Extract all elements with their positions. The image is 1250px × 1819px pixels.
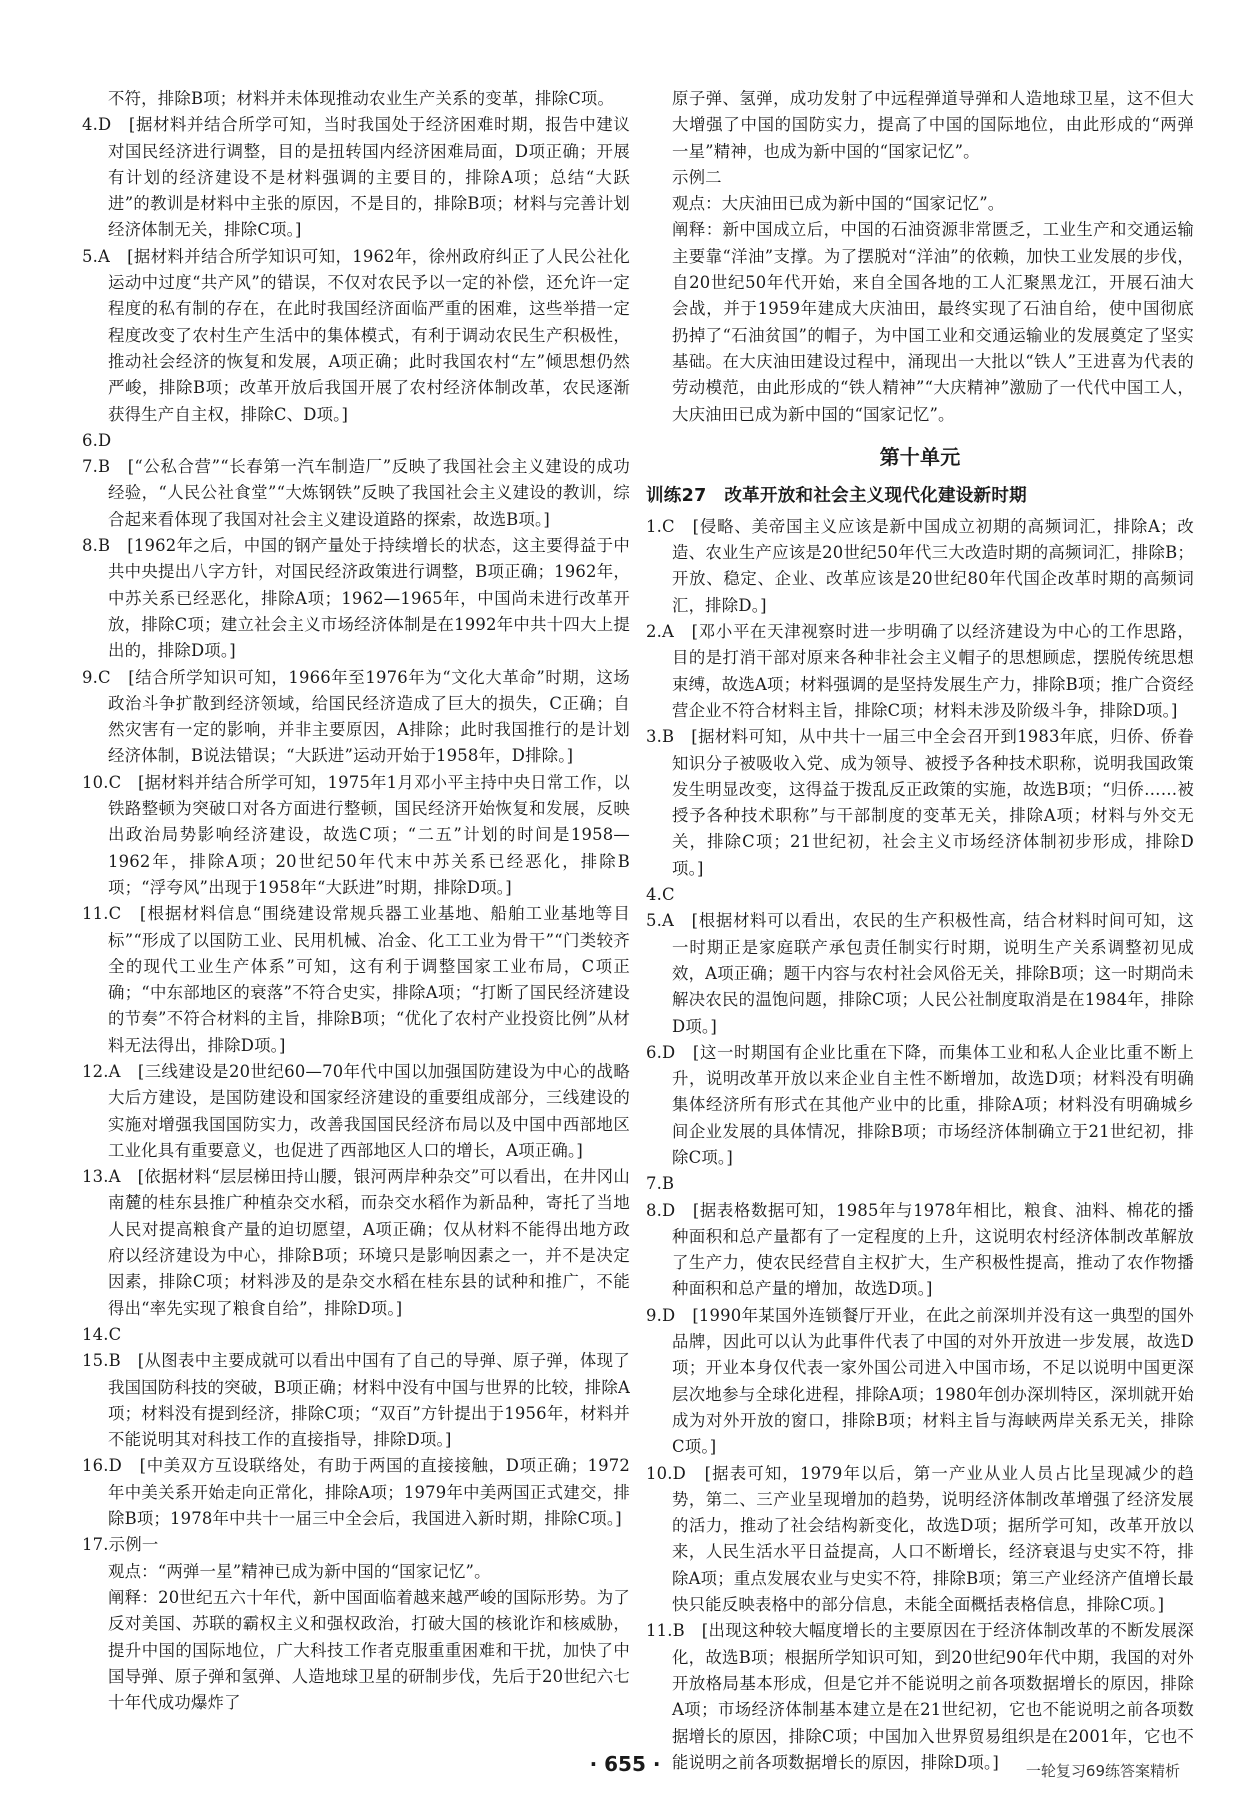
paragraph: 观点：大庆油田已成为新中国的“国家记忆”。 [672,194,1005,214]
answer-item: 7.B [“公私合营”“长春第一汽车制造厂”反映了我国社会主义建设的成功经验，“人民公社食堂”“大炼钢铁”反映了我国社会主义建设的教训，综合起来看体现了我国对社会主义建设道路的探索，故选B项。] [82,457,630,529]
answer-item: 6.D [这一时期国有企业比重在下降，而集体工业和私人企业比重不断上升，说明改革开放以来企业自主性不断增加，故选D项；材料没有明确集体经济所有形式在其他产业中的比重，排除A项；材料没有明确城乡间企业发展的具体情况，排除B项；市场经济体制确立于21世纪初，排除C项。] [646,1042,1194,1167]
answer-item: 4.D [据材料并结合所学可知，当时我国处于经济困难时期，报告中建议对国民经济进行调整，目的是扭转国内经济困难局面，D项正确；开展有计划的经济建设不是材料强调的主要目的，排除A项；总结“大跃进”的教训是材料中主张的原因，不是目的，排除B项；材料与完善计划经济体制无关，排除C项。] [82,115,630,240]
paragraph: 阐释：新中国成立后，中国的石油资源非常匮乏，工业生产和交通运输主要靠“洋油”支撑。为了摆脱对“洋油”的依赖，加快工业发展的步伐，自20世纪50年代开始，来自全国各地的工人汇聚黑龙江，开展石油大会战，并于1959年建成大庆油田，最终实现了石油自给，使中国彻底扔掉了“石油贫国”的帽子，为中国工业和交通运输业的发展奠定了坚实基础。在大庆油田建设过程中，涌现出一大批以“铁人”王进喜为代表的劳动模范，由此形成的“铁人精神”“大庆精神”激励了一代代中国工人，大庆油田已成为新中国的“国家记忆”。 [672,220,1194,424]
answer-item: 7.B [646,1174,675,1194]
section-title: 训练27 改革开放和社会主义现代化建设新时期 [646,485,1027,506]
answer-item: 11.B [出现这种较大幅度增长的主要原因在于经济体制改革的不断发展深化，故选B项；根据所学知识可知，到20世纪90年代中期，我国的对外开放格局基本形成，但是它并不能说明之前各项数据增长的原因，排除A项；市场经济体制基本建立是在21世纪初，它也不能说明之前各项数据增长的原因，排除C项；中国加入世界贸易组织是在2001年，它也不能说明之前各项数据增长的原因，排除D项。] [646,1621,1194,1772]
answer-item: 6.D [82,430,112,450]
paragraph: 示例二 [672,167,722,187]
answer-item: 12.A [三线建设是20世纪60—70年代中国以加强国防建设为中心的战略大后方建设，是国防建设和国家经济建设的重要组成部分，三线建设的实施对增强我国国防实力，改善我国国民经济布局以及中国中西部地区工业化具有重要意义，也促进了西部地区人口的增长，A项正确。] [82,1061,630,1160]
paragraph: 不符，排除B项；材料并未体现推动农业生产关系的变革，排除C项。 [108,89,615,108]
answer-item: 5.A [据材料并结合所学知识可知，1962年，徐州政府纠正了人民公社化运动中过度“共产风”的错误，不仅对农民予以一定的补偿，还允许一定程度的私有制的存在，在此时我国经济面临严重的困难，这些举措一定程度改变了农村生产生活中的集体模式，有利于调动农民生产积极性，推动社会经济的恢复和发展，A项正确；此时我国农村“左”倾思想仍然严峻，排除B项；改革开放后我国开展了农村经济体制改革，农民逐渐获得生产自主权，排除C、D项。] [82,246,630,424]
answer-item: 10.D [据表可知，1979年以后，第一产业从业人员占比呈现减少的趋势，第二、三产业呈现增加的趋势，说明经济体制改革增强了经济发展的活力，推动了社会结构新变化，故选D项；据所学可知，改革开放以来，人民生活水平日益提高，人口不断增长，经济衰退与史实不符，排除A项；重点发展农业与史实不符，排除B项；第三产业经济产值增长最快只能反映表格中的部分信息，未能全面概括表格信息，排除C项。] [646,1463,1194,1615]
answer-item: 4.C [646,885,675,905]
paragraph: 阐释：20世纪五六十年代，新中国面临着越来越严峻的国际形势。为了反对美国、苏联的霸权主义和强权政治，打破大国的核讹诈和核威胁，提升中国的国际地位，广大科技工作者克服重重困难和干扰，加快了中国导弹、原子弹和氢弹、人造地球卫星的研制步伐，先后于20世纪六七十年代成功爆炸了 [108,1587,630,1713]
right-column [646,86,1194,1776]
right-column-continuation [646,86,1194,428]
unit-title: 第十单元 [879,444,961,469]
answer-item: 5.A [根据材料可以看出，农民的生产积极性高，结合材料时间可知，这一时期正是家庭联产承包责任制实行时期，说明生产关系调整初见成效，A项正确；题干内容与农村社会风俗无关，排除B项；这一时期尚未解决农民的温饱问题，排除C项；人民公社制度取消是在1984年，排除D项。] [646,911,1194,1036]
page-number: · 655 · [589,1752,661,1776]
answer-item: 2.A [邓小平在天津视察时进一步明确了以经济建设为中心的工作思路，目的是打消干部对原来各种非社会主义帽子的思想顾虑，摆脱传统思想束缚，故选A项；材料强调的是坚持发展生产力，排除B项；推广合资经营企业不符合材料主旨，排除C项；材料未涉及阶级斗争，排除D项。] [646,622,1194,720]
answer-item: 17.示例一 [82,1535,159,1555]
paragraph: 原子弹、氢弹，成功发射了中远程弹道导弹和人造地球卫星，这不但大大增强了中国的国防实力，提高了中国的国际地位，由此形成的“两弹一星”精神，也成为新中国的“国家记忆”。 [672,89,1194,161]
answer-item: 8.D [据表格数据可知，1985年与1978年相比，粮食、油料、棉花的播种面积和总产量都有了一定程度的上升，这说明农村经济体制改革解放了生产力，使农民经营自主权扩大，生产积极性提高，推动了农作物播种面积和总产量的增加，故选D项。] [646,1200,1194,1299]
answer-item: 8.B [1962年之后，中国的钢产量处于持续增长的状态，这主要得益于中共中央提出八字方针，对国民经济政策进行调整，B项正确；1962年，中苏关系已经恶化，排除A项；1962—1965年，中国尚未进行改革开放，排除C项；建立社会主义市场经济体制是在1992年中共十四大上提出的，排除D项。] [82,536,630,661]
answer-item: 11.C [根据材料信息“围绕建设常规兵器工业基地、船舶工业基地等目标”“形成了以国防工业、民用机械、冶金、化工工业为骨干”“门类较齐全的现代工业生产体系”可知，这有利于调整国家工业布局，C项正确；“中东部地区的衰落”不符合史实，排除A项；“打断了国民经济建设的节奏”不符合材料的主旨，排除B项；“优化了农村产业投资比例”从材料无法得出，排除D项。] [82,904,630,1055]
answer-item: 3.B [据材料可知，从中共十一届三中全会召开到1983年底，归侨、侨眷知识分子被吸收入党、成为领导、被授予各种技术职称，说明我国政策发生明显改变，这得益于拨乱反正政策的实施，故选B项；“归侨……被授予各种技术职称”与干部制度的变革无关，排除A项；材料与外交无关，排除C项；21世纪初，社会主义市场经济体制初步形成，排除D项。] [646,727,1194,878]
answer-item: 13.A [依据材料“层层梯田持山腰，银河两岸种杂交”可以看出，在井冈山南麓的桂东县推广种植杂交水稻，而杂交水稻作为新品种，寄托了当地人民对提高粮食产量的迫切愿望，A项正确；仅从材料不能得出地方政府以经济建设为中心，排除B项；环境只是影响因素之一，并不是决定因素，排除C项；材料涉及的是杂交水稻在桂东县的试种和推广，不能得出“率先实现了粮食自给”，排除D项。] [82,1167,630,1318]
answer-item: 14.C [82,1324,122,1344]
right-column-answers [646,514,1194,1776]
answer-item: 1.C [侵略、美帝国主义应该是新中国成立初期的高频词汇，排除A；改造、农业生产应该是20世纪50年代三大改造时期的高频词汇，排除B；开放、稳定、企业、改革应该是20世纪80年代国企改革时期的高频词汇，排除D。] [646,516,1194,615]
answer-item: 16.D [中美双方互设联络处，有助于两国的直接接触，D项正确；1972年中美关系开始走向正常化，排除A项；1979年中美两国正式建交，排除B项；1978年中共十一届三中全会后，我国进入新时期，排除C项。] [82,1456,630,1529]
answer-item: 9.C [结合所学知识可知，1966年至1976年为“文化大革命”时期，这场政治斗争扩散到经济领域，给国民经济造成了巨大的损失，C正确；自然灾害有一定的影响，并非主要原因，A排除；此时我国推行的是计划经济体制，B说法错误；“大跃进”运动开始于1958年，D排除。] [82,667,630,766]
answer-item: 10.C [据材料并结合所学可知，1975年1月邓小平主持中央日常工作，以铁路整顿为突破口对各方面进行整顿，国民经济开始恢复和发展，反映出政治局势影响经济建设，故选C项；“二五”计划的时间是1958—1962年，排除A项；20世纪50年代末中苏关系已经恶化，排除B项；“浮夸风”出现于1958年“大跃进”时期，排除D项。] [82,772,630,897]
footer-label: 一轮复习69练答案精析 [1025,1762,1180,1780]
paragraph: 观点：“两弹一星”精神已成为新中国的“国家记忆”。 [108,1561,491,1581]
left-column [82,86,630,1716]
answer-item: 15.B [从图表中主要成就可以看出中国有了自己的导弹、原子弹，体现了我国国防科技的突破，B项正确；材料中没有中国与世界的比较，排除A项；材料没有提到经济，排除C项；“双百”方针提出于1956年，材料并不能说明其对科技工作的直接指导，排除D项。] [82,1351,630,1450]
answer-item: 9.D [1990年某国外连锁餐厅开业，在此之前深圳并没有这一典型的国外品牌，因此可以认为此事件代表了中国的对外开放进一步发展，故选D项；开业本身仅代表一家外国公司进入中国市场，不足以说明中国更深层次地参与全球化进程，排除A项；1980年创办深圳特区，深圳就开始成为对外开放的窗口，排除B项；材料主旨与海峡两岸关系无关，排除C项。] [646,1305,1194,1457]
